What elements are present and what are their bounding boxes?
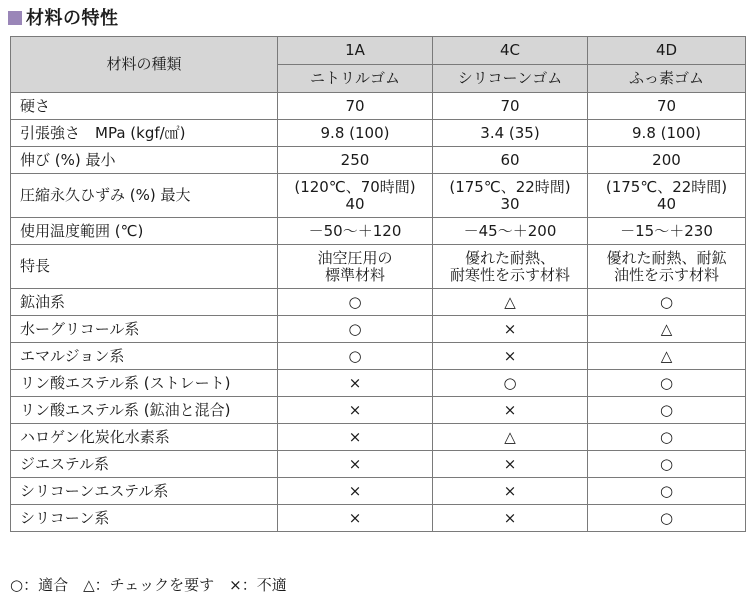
row-label: 伸び (%) 最小 (11, 147, 278, 174)
row-label: 硬さ (11, 93, 278, 120)
table-row (11, 174, 746, 218)
code-header-4d: 4D (588, 37, 746, 65)
cell-text: × (503, 508, 517, 527)
table-cell (588, 370, 746, 397)
cell-text: △ (504, 427, 516, 446)
row-label: リン酸エステル系 (鉱油と混合) (11, 397, 278, 424)
cell-text: 標準材料 (324, 265, 385, 284)
cell-text: －15～＋230 (620, 221, 713, 240)
table-row (11, 343, 746, 370)
cell-text: × (348, 373, 362, 392)
table-cell (433, 218, 588, 245)
section-title (8, 4, 119, 30)
table-legend: ○：適合 △：チェックを要す ×：不適 (10, 576, 287, 594)
table-cell (278, 245, 433, 289)
row-label: ハロゲン化炭化水素系 (11, 424, 278, 451)
cell-text: × (348, 454, 362, 473)
material-header-fluoro: ふっ素ゴム (588, 65, 746, 93)
cell-text: 耐寒性を示す材料 (449, 265, 570, 284)
table-cell (588, 245, 746, 289)
row-label: 使用温度範囲 (℃) (11, 218, 278, 245)
cell-text: (175℃、22時間) (449, 177, 571, 196)
table-cell (278, 120, 433, 147)
cell-text: 70 (656, 96, 677, 115)
row-label: 引張強さ MPa (kgf/㎠) (11, 120, 278, 147)
table-cell (433, 120, 588, 147)
table-row (11, 451, 746, 478)
cell-text: 60 (500, 150, 520, 169)
cell-text: △ (660, 346, 673, 365)
cell-text: ○ (659, 373, 674, 392)
cell-text: × (503, 346, 517, 365)
table-cell (588, 343, 746, 370)
cell-text: ○ (659, 508, 674, 527)
table-cell (433, 174, 588, 218)
cell-text: 70 (345, 96, 365, 115)
row-label: ジエステル系 (11, 451, 278, 478)
table-row (11, 93, 746, 120)
code-header-4c: 4C (433, 37, 588, 65)
table-cell (278, 370, 433, 397)
material-header-nitrile: ニトリルゴム (278, 65, 433, 93)
table-cell (278, 289, 433, 316)
table-cell (278, 478, 433, 505)
table-cell (588, 218, 746, 245)
cell-text: ○ (659, 481, 674, 500)
cell-text: 油空圧用の (317, 248, 393, 267)
cell-text: × (503, 454, 517, 473)
table-cell (278, 397, 433, 424)
table-row (11, 147, 746, 174)
title-text: 材料の特性 (26, 8, 119, 29)
cell-text: 優れた耐熱、耐鉱 (606, 248, 727, 267)
table-cell (433, 245, 588, 289)
table-cell (433, 289, 588, 316)
cell-text: × (348, 400, 362, 419)
table-row (11, 370, 746, 397)
table-cell (278, 218, 433, 245)
row-label: 鉱油系 (11, 289, 278, 316)
table-row (11, 120, 746, 147)
cell-text: ○ (659, 292, 674, 311)
table-cell (588, 147, 746, 174)
table-row (11, 316, 746, 343)
cell-text: 40 (345, 194, 365, 213)
cell-text: 70 (500, 96, 520, 115)
table-cell (278, 147, 433, 174)
table-cell (433, 424, 588, 451)
table-cell (588, 451, 746, 478)
cell-text: ○ (659, 400, 674, 419)
table-row (11, 397, 746, 424)
table-cell (433, 478, 588, 505)
cell-text: (175℃、22時間) (605, 177, 728, 196)
row-label: 特長 (11, 245, 278, 289)
table-cell (588, 505, 746, 532)
table-cell (433, 147, 588, 174)
title-square-icon (8, 11, 22, 25)
table-cell (588, 120, 746, 147)
code-header-1a: 1A (278, 37, 433, 65)
table-cell (588, 289, 746, 316)
cell-text: ○ (503, 373, 517, 392)
cell-text: 油性を示す材料 (613, 265, 719, 284)
table-cell (588, 397, 746, 424)
cell-text: 9.8 (100) (320, 123, 390, 142)
cell-text: × (348, 481, 362, 500)
table-cell (278, 424, 433, 451)
cell-text: △ (660, 319, 673, 338)
cell-text: ○ (348, 292, 362, 311)
table-cell (588, 478, 746, 505)
cell-text: ○ (348, 319, 362, 338)
table-cell (433, 93, 588, 120)
corner-header: 材料の種類 (11, 37, 278, 93)
cell-text: ○ (348, 346, 362, 365)
cell-text: －45～＋200 (463, 221, 557, 240)
cell-text: 3.4 (35) (480, 123, 540, 142)
cell-text: △ (504, 292, 516, 311)
cell-text: 優れた耐熱、 (464, 248, 555, 267)
table-row (11, 505, 746, 532)
cell-text: 250 (340, 150, 370, 169)
cell-text: × (348, 508, 362, 527)
material-properties-table (10, 36, 746, 532)
cell-text: 200 (652, 150, 681, 169)
table-cell (433, 451, 588, 478)
cell-text: (120℃、70時間) (294, 177, 416, 196)
table-cell (278, 316, 433, 343)
cell-text: ○ (659, 427, 674, 446)
table-cell (433, 343, 588, 370)
cell-text: × (503, 319, 517, 338)
table-cell (588, 424, 746, 451)
cell-text: × (503, 400, 517, 419)
table-cell (433, 397, 588, 424)
row-label: 水ーグリコール系 (11, 316, 278, 343)
row-label: リン酸エステル系 (ストレート) (11, 370, 278, 397)
row-label: エマルジョン系 (11, 343, 278, 370)
table-row (11, 478, 746, 505)
table-cell (278, 451, 433, 478)
table-cell (278, 93, 433, 120)
table-cell (433, 370, 588, 397)
cell-text: 40 (656, 194, 677, 213)
table-cell (433, 505, 588, 532)
cell-text: 9.8 (100) (632, 123, 701, 142)
cell-text: × (503, 481, 517, 500)
row-label: 圧縮永久ひずみ (%) 最大 (11, 174, 278, 218)
table-row (11, 424, 746, 451)
table-row (11, 245, 746, 289)
table-row (11, 289, 746, 316)
table-cell (588, 93, 746, 120)
material-header-silicone: シリコーンゴム (433, 65, 588, 93)
cell-text: 30 (500, 194, 520, 213)
cell-text: × (348, 427, 362, 446)
table-cell (278, 174, 433, 218)
table-cell (433, 316, 588, 343)
row-label: シリコーン系 (11, 505, 278, 532)
table-cell (278, 505, 433, 532)
table-cell (588, 174, 746, 218)
cell-text: －50～＋120 (308, 221, 402, 240)
cell-text: ○ (659, 454, 674, 473)
row-label: シリコーンエステル系 (11, 478, 278, 505)
table-cell (278, 343, 433, 370)
header-row-codes (11, 37, 746, 65)
table-row (11, 218, 746, 245)
table-cell (588, 316, 746, 343)
